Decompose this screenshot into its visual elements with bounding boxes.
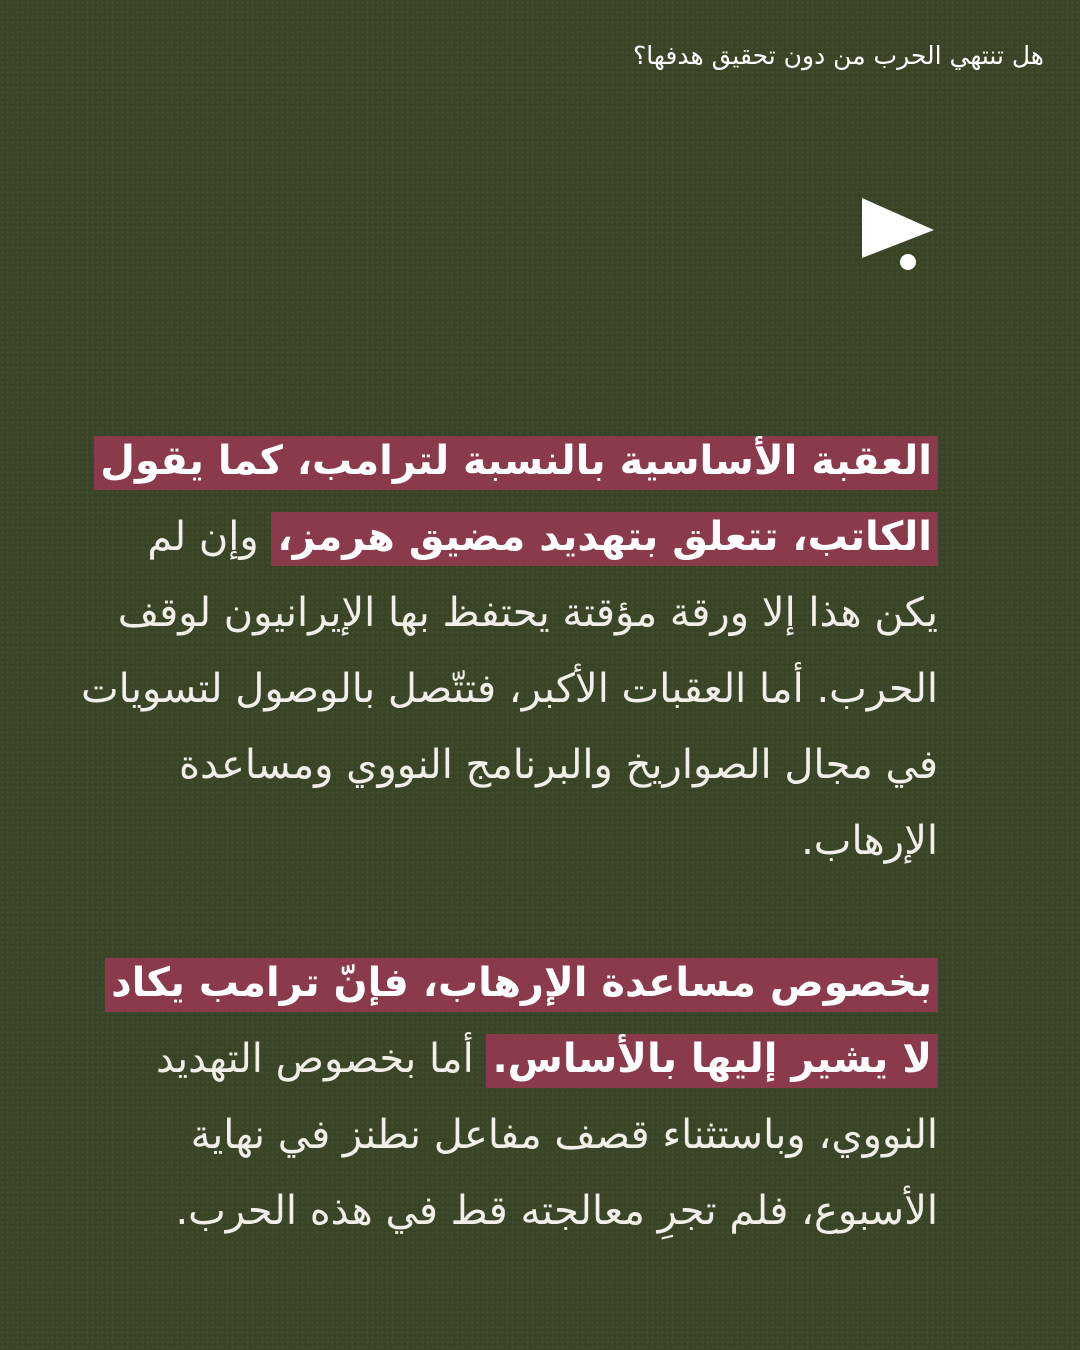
paragraph-1-text: وإن لم يكن هذا إلا ورقة مؤقتة يحتفظ بها الإيرانيون لوقف الحرب. أما العقبات الأكبر، فتتّصل بالوصول لتسويات في مجال الصواريخ والبرنامج النووي ومساعدة الإرهاب. (80, 514, 938, 864)
paragraph-1 (78, 423, 938, 879)
play-logo-icon (860, 196, 940, 276)
paragraph-2 (78, 945, 938, 1249)
paragraph-1-highlight: العقبة الأساسية بالنسبة لترامب، كما يقول الكاتب، تتعلق بتهديد مضيق هرمز، (94, 436, 938, 566)
article-body (78, 423, 938, 1249)
paragraph-2-text: أما بخصوص التهديد النووي، وباستثناء قصف مفاعل نطنز في نهاية الأسبوع، فلم تجرِ معالجته قط في هذه الحرب. (155, 1036, 938, 1234)
paragraph-2-highlight: بخصوص مساعدة الإرهاب، فإنّ ترامب يكاد لا يشير إليها بالأساس. (105, 958, 938, 1088)
header-question: هل تنتهي الحرب من دون تحقيق هدفها؟ (632, 41, 1044, 70)
